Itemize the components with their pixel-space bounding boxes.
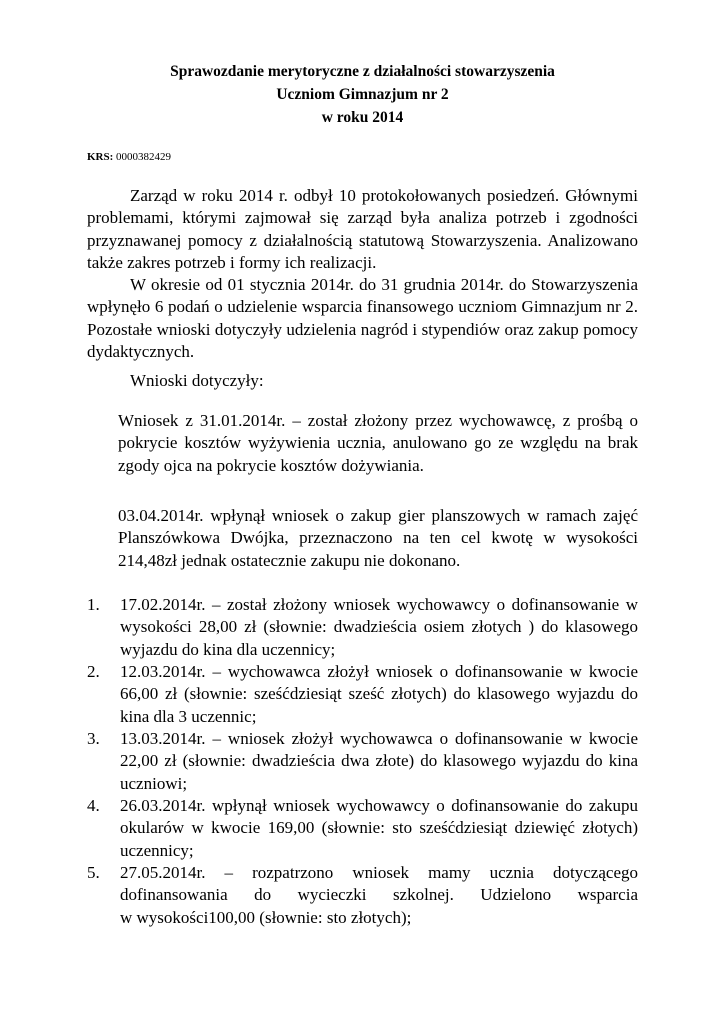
list-item-number: 2. — [87, 662, 100, 681]
application-block-board-games: 03.04.2014r. wpłynął wniosek o zakup gier planszowych w ramach zajęć Planszówkowa Dwójka, przeznaczono na ten cel kwotę w wysokości 214,48zł jednak ostatecznie zakupu nie dokonano. — [118, 506, 638, 570]
list-item-text: 26.03.2014r. wpłynął wniosek wychowawcy o dofinansowanie do zakupu okularów w kwocie 169,00 (słownie: sto sześćdziesiąt dziewięć złotych) uczennicy; — [120, 796, 638, 860]
krs-label: KRS: — [87, 151, 114, 163]
application-block-meals: Wniosek z 31.01.2014r. – został złożony przez wychowawcę, z prośbą o pokrycie kosztów wyżywienia ucznia, anulowano go ze względu na brak zgody ojca na pokrycie kosztów dożywiania. — [118, 411, 638, 475]
list-item-number: 1. — [87, 595, 100, 614]
paragraph-board-meetings-text: Zarząd w roku 2014 r. odbył 10 protokołowanych posiedzeń. Głównymi problemami, którymi zajmował się zarząd była analiza potrzeb i zgodności przyznawanej pomocy z działalnością statutową Stowarzyszenia. Analizowano także zakres potrzeb i formy ich realizacji. — [87, 186, 638, 273]
document-title-line-2: Uczniom Gimnazjum nr 2 — [276, 86, 449, 103]
paragraph-applications-period-text: W okresie od 01 stycznia 2014r. do 31 grudnia 2014r. do Stowarzyszenia wpłynęło 6 podań o udzielenie wsparcia finansowego uczniom Gimnazjum nr 2. Pozostałe wnioski dotyczyły udzielenia nagród i stypendiów oraz zakup pomocy dydaktycznych. — [87, 275, 638, 362]
list-item-text-line: w wysokości100,00 (słownie: sto złotych); — [120, 907, 412, 927]
krs-value: 0000382429 — [116, 151, 172, 163]
list-item-number: 4. — [87, 796, 100, 815]
list-item-text — [120, 862, 638, 929]
paragraph-applications-period — [87, 274, 638, 364]
list-item-text: 13.03.2014r. – wniosek złożył wychowawca o dofinansowanie w kwocie 22,00 zł (słownie: dwadzieścia dwa złote) do klasowego wyjazdu do kina uczniowi; — [120, 729, 638, 793]
list-item-text-line: dofinansowania do wycieczki szkolnej. Udzielono wsparcia — [120, 885, 638, 905]
list-item-number: 3. — [87, 729, 100, 748]
paragraph-applications-heading-text: Wnioski dotyczyły: — [130, 371, 264, 390]
list-item-text-line: 27.05.2014r. – rozpatrzono wniosek mamy ucznia dotyczącego — [120, 863, 638, 882]
list-item-text: 12.03.2014r. – wychowawca złożył wniosek o dofinansowanie w kwocie 66,00 zł (słownie: sześćdziesiąt sześć złotych) do klasowego wyjazdu do kina dla 3 uczennic; — [120, 662, 638, 726]
paragraph-board-meetings — [87, 185, 638, 275]
list-item-number: 5. — [87, 863, 100, 882]
list-item-text: 17.02.2014r. – został złożony wniosek wychowawcy o dofinansowanie w wysokości 28,00 zł (słownie: dwadzieścia osiem złotych ) do klasowego wyjazdu do kina dla uczennicy; — [120, 595, 638, 659]
document-title-line-1: Sprawozdanie merytoryczne z działalności stowarzyszenia — [170, 63, 555, 80]
krs-number — [87, 150, 171, 164]
document-title-line-3: w roku 2014 — [321, 109, 404, 126]
paragraph-applications-heading — [87, 370, 638, 392]
